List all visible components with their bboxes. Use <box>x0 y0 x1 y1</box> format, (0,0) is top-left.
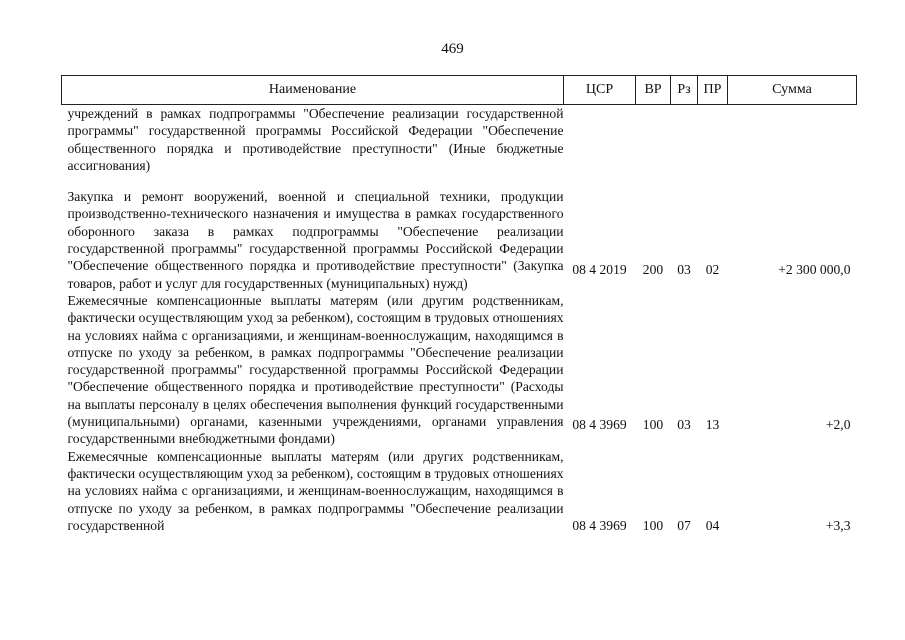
budget-table <box>61 75 857 534</box>
row-name: Ежемесячные компенсационные выплаты матерям (или другим родственникам, фактически осуществляющим уход за ребенком), состоящим в трудовых отношениях на условиях найма с организациями, и женщинам-военнослужащим, находящимся в отпуске по уходу за ребенком, в рамках подпрограммы "Обеспечение реализации государственной программы" государственной программы Российской Федерации "Обеспечение общественного порядка и противодействие преступности" (Расходы на выплаты персоналу в целях обеспечения выполнения функций государственными (муниципальными) органами, казенными учреждениями, органами управления государственными внебюджетными фондами) <box>67 292 564 447</box>
page-number: 469 <box>441 41 464 57</box>
table-row <box>62 105 857 189</box>
row-rz <box>671 105 698 189</box>
row-sum: +2,0 <box>825 417 851 433</box>
row-vr: 100 <box>642 517 664 533</box>
header-vr: ВР <box>636 76 671 105</box>
row-name: учреждений в рамках подпрограммы "Обеспечение реализации государственной программы" государственной программы Российской Федерации "Обеспечение общественного порядка и противодействие преступности" (Иные бюджетные ассигнования) <box>67 106 564 173</box>
table-row <box>62 188 857 292</box>
row-csr: 08 4 3969 <box>572 417 627 433</box>
row-vr: 100 <box>642 417 664 433</box>
row-rz: 07 <box>677 517 691 533</box>
header-sum: Сумма <box>728 76 857 105</box>
table-row <box>62 292 857 448</box>
row-vr <box>636 105 671 189</box>
table-header <box>62 76 857 105</box>
header-csr: ЦСР <box>564 76 636 105</box>
row-sum: +2 300 000,0 <box>778 261 851 277</box>
row-csr: 08 4 2019 <box>572 261 627 277</box>
row-rz: 03 <box>677 417 691 433</box>
row-vr: 200 <box>642 261 664 277</box>
row-csr: 08 4 3969 <box>572 517 627 533</box>
table-row <box>62 448 857 534</box>
row-pr: 02 <box>705 261 720 277</box>
row-csr <box>564 105 636 189</box>
row-pr <box>698 105 728 189</box>
row-name: Ежемесячные компенсационные выплаты матерям (или других родственникам, фактически осуществляющим уход за ребенком), состоящим в трудовых отношениях на условиях найма с организациями, и женщинам-военнослужащим, находящимся в отпуске по уходу за ребенком, в рамках подпрограммы "Обеспечение реализации государственной <box>67 448 564 533</box>
row-pr: 13 <box>705 417 720 433</box>
row-rz: 03 <box>677 261 691 277</box>
row-sum: +3,3 <box>825 517 851 533</box>
row-sum <box>728 105 857 189</box>
row-pr: 04 <box>705 517 720 533</box>
header-pr: ПР <box>698 76 728 105</box>
header-name: Наименование <box>62 76 564 105</box>
header-rz: Рз <box>671 76 698 105</box>
row-name: Закупка и ремонт вооружений, военной и специальной техники, продукции производственно-технического назначения и имущества в рамках государственного оборонного заказа в рамках подпрограммы "Обеспечение реализации государственной программы" государственной программы Российской Федерации "Обеспечение общественного порядка и противодействие преступности" (Закупка товаров, работ и услуг для государственных (муниципальных) нужд) <box>67 189 564 291</box>
